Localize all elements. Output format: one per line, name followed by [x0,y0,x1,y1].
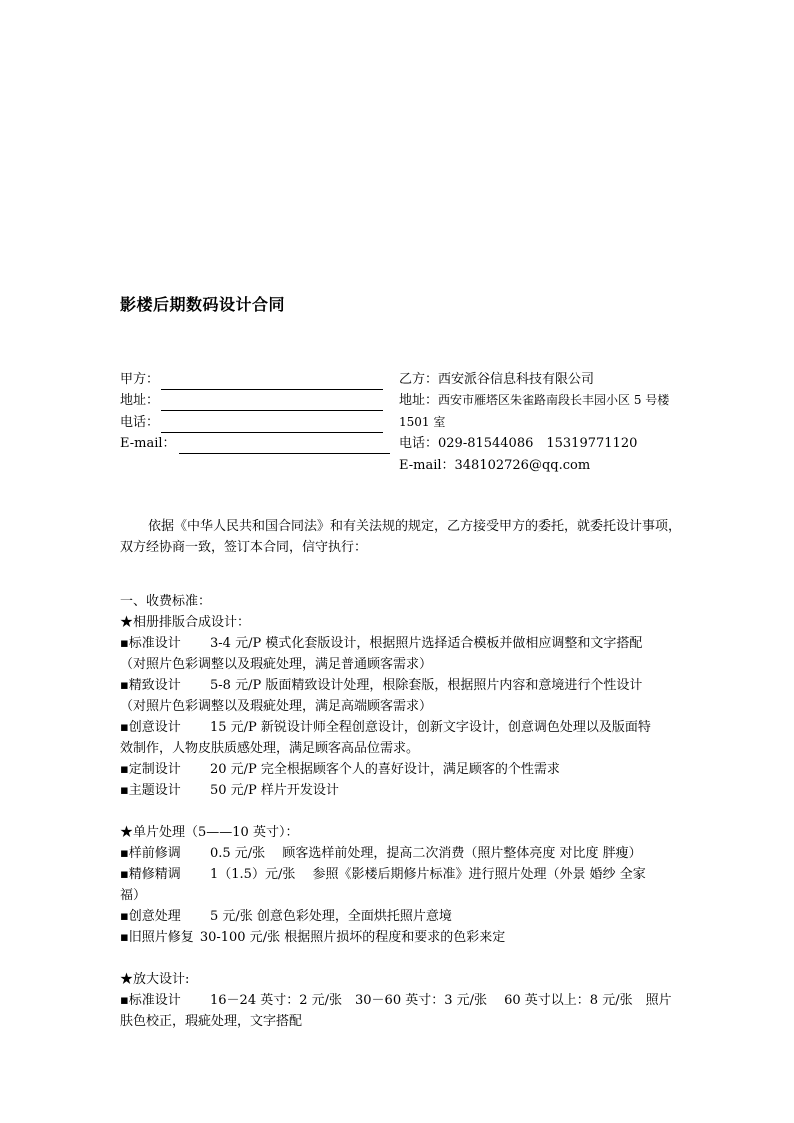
contract-body [120,516,682,1032]
album-item [120,633,682,675]
section-1-heading: 一、收费标准： [120,594,212,609]
item-name: ▪定制设计 [120,762,181,777]
party-b-email: E-mail：348102726@qq.com [399,457,591,473]
single-heading: ★单片处理（5——10 英寸）： [120,825,299,840]
item-name: ▪主题设计 [120,783,181,798]
party-b-address-label: 地址： [399,393,439,408]
party-a-email-blank[interactable] [179,439,390,454]
single-item [120,843,682,864]
enlarge-item [120,990,682,1032]
item-text: 16－24 英寸：2 元/张 30－60 英寸：3 元/张 60 英寸以上：8 元/张 照片 [210,993,672,1008]
party-a-label: 甲方： [120,371,160,387]
enlarge-heading: ★放大设计: [120,972,190,987]
item-text: 5-8 元/P 版面精致设计处理，根除套版，根据照片内容和意境进行个性设计 [210,678,643,693]
album-item [120,759,682,780]
party-b-phone: 电话：029-81544086 15319771120 [399,436,638,451]
item-name: ▪创意设计 [120,720,181,735]
item-cont: （对照片色彩调整以及瑕疵处理，满足普通顾客需求） [120,657,433,672]
single-item [120,927,682,948]
party-a-phone-label: 电话： [120,414,160,430]
album-heading: ★相册排版合成设计： [120,615,251,630]
party-a-address-blank[interactable] [161,396,383,411]
album-item [120,717,682,759]
party-a-block [120,368,390,454]
party-b-address: 西安市雁塔区朱雀路南段长丰园小区 5 号楼 [438,393,670,407]
item-cont: 肤色校正，瑕疵处理，文字搭配 [120,1014,303,1029]
item-text: 5 元/张 创意色彩处理，全面烘托照片意境 [210,909,452,924]
item-cont: （对照片色彩调整以及瑕疵处理，满足高端顾客需求） [120,699,433,714]
album-item [120,780,682,801]
party-a-email-label: E-mail： [120,436,176,451]
item-cont: 福） [120,888,147,903]
item-cont: 效制作，人物皮肤质感处理，满足顾客高品位需求。 [120,741,420,756]
single-item [120,864,682,906]
item-text: 3-4 元/P 模式化套版设计，根据照片选择适合模板并做相应调整和文字搭配 [210,636,643,651]
single-item [120,906,682,927]
party-a-address-label: 地址： [120,393,160,408]
item-name: ▪标准设计 [120,993,181,1008]
party-b-address-room: 1501 室 [399,414,446,429]
item-name: ▪精修精调 [120,867,181,882]
album-item [120,675,682,717]
intro-paragraph: 依据《中华人民共和国合同法》和有关法规的规定，乙方接受甲方的委托，就委托设计事项，双方经协商一致，签订本合同，信守执行： [120,519,682,555]
party-a-blank[interactable] [161,375,383,390]
item-text: 50 元/P 样片开发设计 [210,783,339,798]
party-b-block [399,368,669,476]
item-name: ▪样前修调 [120,846,181,861]
party-a-phone-blank[interactable] [161,418,383,433]
item-name: ▪创意处理 [120,909,181,924]
contract-title: 影楼后期数码设计合同 [120,295,286,314]
item-text: 15 元/P 新锐设计师全程创意设计，创新文字设计，创意调色处理以及版面特 [210,720,651,735]
item-text: 0.5 元/张 顾客选样前处理，提高二次消费（照片整体亮度 对比度 胖瘦） [210,846,642,861]
item-name: ▪标准设计 [120,636,181,651]
item-text: 30-100 元/张 根据照片损坏的程度和要求的色彩来定 [199,930,506,945]
item-text: 1（1.5）元/张 参照《影楼后期修片标准》进行照片处理（外景 婚纱 全家 [210,867,646,882]
item-name: ▪精致设计 [120,678,181,693]
item-text: 20 元/P 完全根据顾客个人的喜好设计，满足顾客的个性需求 [210,762,560,777]
party-b-name: 乙方：西安派谷信息科技有限公司 [399,371,595,387]
item-name: ▪旧照片修复 [120,930,194,945]
